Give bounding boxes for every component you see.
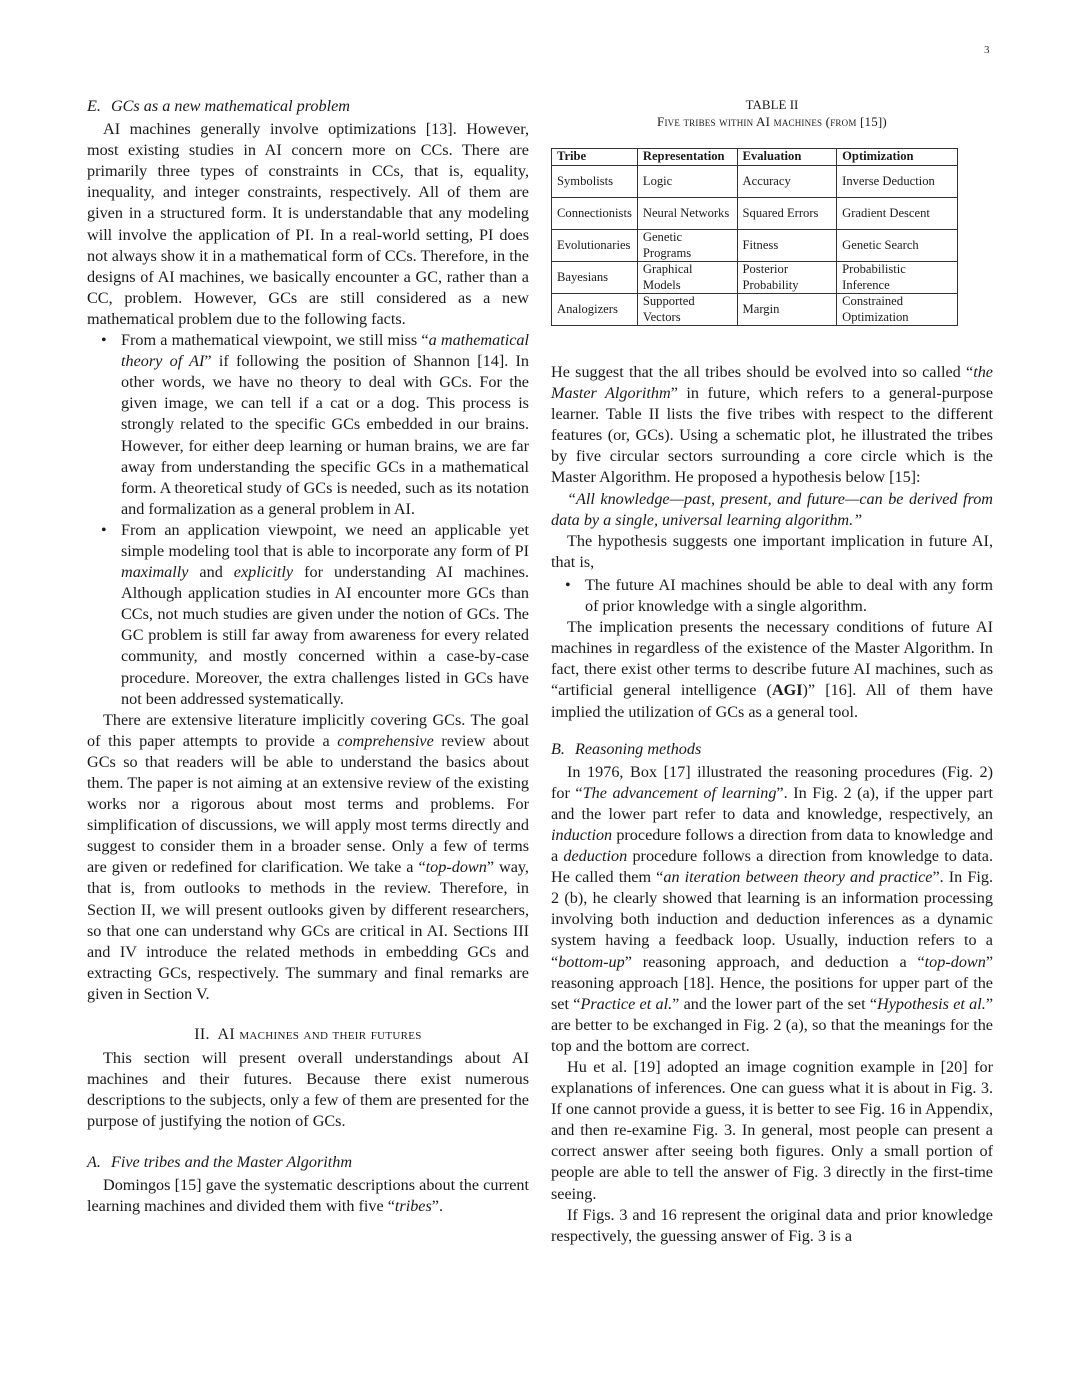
hypothesis-quote: “All knowledge—past, present, and future—can be derived from data by a single, universal learning algorithm.” [551, 489, 993, 529]
section-heading-ii: II. AI machines and their futures [194, 1026, 422, 1044]
table-label: TABLE II [745, 97, 799, 112]
tribes-table [551, 148, 958, 326]
bullet-list [551, 575, 993, 617]
paragraph: He suggest that the all tribes should be evolved into so called “the Master Algorithm” in future, which refers to a general-purpose learner. Table II lists the five tribes with respect to the different features (or, GCs). Using a schematic plot, he illustrated the tribes by five circular sectors surrounding a core circle which is the Master Algorithm. He proposed a hypothesis below [15]: [551, 363, 994, 487]
bullet-item: • From an application viewpoint, we need an applicable yet simple modeling tool that is able to incorporate any form of PI maximally and explicitly for understanding AI machines. Although application studies in AI encounter more GCs than CCs, not much studies are given under the notion of GCs. The GC problem is still far away from awareness for every related community, and mostly concerned within a case-by-case procedure. Moreover, the extra challenges listed in GCs have not been addressed systematically. [121, 520, 529, 710]
table-row [552, 294, 958, 326]
table-header-cell: Optimization [837, 149, 958, 166]
table-cell: Neural Networks [637, 198, 737, 230]
paragraph: Hu et al. [19] adopted an image cognition example in [20] for explanations of inferences. One can guess what it is about in Fig. 3. If one cannot provide a guess, it is better to see Fig. 16 in Appendix, and then re-examine Fig. 3. In general, most people can present a correct answer after seeing both figures. Only a small portion of people are able to tell the answer of Fig. 3 directly in the first-time seeing. [551, 1058, 993, 1203]
table-header-row [552, 149, 958, 166]
subsection-heading-b [551, 739, 993, 760]
paragraph: In 1976, Box [17] illustrated the reasoning procedures (Fig. 2) for “The advancement of learning”. In Fig. 2 (a), if the upper part and the lower part refer to data and knowledge, respectively, an induction procedure follows a direction from data to knowledge and a deduction procedure follows a direction from knowledge to data. He called them “an iteration between theory and practice”. In Fig. 2 (b), he clearly showed that learning is an information processing involving both induction and deduction inferences as a dynamic system having a feedback loop. Usually, induction refers to a “bottom-up” reasoning approach, and deduction a “top-down” reasoning approach [18]. Hence, the positions for upper part of the set “Practice et al.” and the lower part of the set “Hypothesis et al.” are better to be exchanged in Fig. 2 (a), so that the meanings for the top and the bottom are correct. [551, 762, 994, 1055]
page-number: 3 [984, 44, 990, 56]
table-cell: Margin [737, 294, 837, 326]
table-cell: Gradient Descent [837, 198, 958, 230]
table-cell: Constrained Optimization [837, 294, 958, 326]
table-row [552, 166, 958, 198]
left-column [87, 96, 529, 1217]
table-header-cell: Representation [637, 149, 737, 166]
table-cell: Accuracy [737, 166, 837, 198]
table-cell: Supported Vectors [637, 294, 737, 326]
paragraph: The implication presents the necessary conditions of future AI machines in regardless of the existence of the Master Algorithm. In fact, there exist other terms to describe future AI machines, such as “artificial general intelligence (AGI)” [16]. All of them have implied the utilization of GCs as a general tool. [551, 618, 993, 721]
table-cell: Evolutionaries [552, 230, 638, 262]
table-cell: Bayesians [552, 262, 638, 294]
paragraph: There are extensive literature implicitly covering GCs. The goal of this paper attempts to provide a comprehensive review about GCs so that readers will be able to understand the basics about them. The paper is not aiming at an extensive review of the existing works nor a rigorous about most terms and problems. For simplification of discussions, we will apply most terms directly and suggest to consider them in a broader sense. Only a few of terms are given or redefined for clarification. We take a “top-down” way, that is, from outlooks to methods in the review. Therefore, in Section II, we will present outlooks given by different researchers, so that one can understand why GCs are critical in AI. Sections III and IV introduce the related methods in embedding GCs and extracting GCs, respectively. The summary and final remarks are given in Section V. [87, 710, 530, 1003]
table-cell: Symbolists [552, 166, 638, 198]
subsection-label: E. [87, 97, 101, 115]
paragraph: The hypothesis suggests one important implication in future AI, that is, [551, 531, 993, 571]
subsection-label: B. [551, 739, 565, 758]
paragraph: AI machines generally involve optimizations [13]. However, most existing studies in AI concern more on CCs. There are primarily three types of constraints in CCs, that is, equality, inequality, and integer constraints, respectively. All of them are given in a structured form. It is understandable that any modeling will involve the application of PI. In a real-world setting, PI does not always show it in a mathematical form of CCs. Therefore, in the designs of AI machines, we basically encounter a GC, rather than a CC, problem. However, GCs are still considered as a new mathematical problem due to the following facts. [87, 120, 529, 328]
table-cell: Probabilistic Inference [837, 262, 958, 294]
table-cell: Graphical Models [637, 262, 737, 294]
table-cell: Fitness [737, 230, 837, 262]
table-cell: Analogizers [552, 294, 638, 326]
table-header-cell: Tribe [552, 149, 638, 166]
table-cell: Connectionists [552, 198, 638, 230]
paragraph: Domingos [15] gave the systematic descriptions about the current learning machines and divided them with five “tribes”. [87, 1175, 529, 1215]
subsection-heading-e [87, 96, 529, 117]
table-header-cell: Evaluation [737, 149, 837, 166]
subsection-title: Reasoning methods [574, 739, 702, 758]
table-row [552, 262, 958, 294]
table-cell: Posterior Probability [737, 262, 837, 294]
table-caption: Five tribes within AI machines (from [15]) [657, 114, 887, 129]
table-row [552, 198, 958, 230]
table-cell: Genetic Programs [637, 230, 737, 262]
table-cell: Genetic Search [837, 230, 958, 262]
subsection-title: GCs as a new mathematical problem [110, 97, 350, 115]
subsection-label: A. [87, 1152, 101, 1171]
table-cell: Inverse Deduction [837, 166, 958, 198]
bullet-item: • The future AI machines should be able to deal with any form of prior knowledge with a single algorithm. [585, 575, 993, 617]
table-row [552, 230, 958, 262]
subsection-title: Five tribes and the Master Algorithm [110, 1152, 353, 1171]
bullet-list [87, 330, 529, 710]
paragraph: This section will present overall understandings about AI machines and their futures. Because there exist numerous descriptions to the subjects, only a few of them are presented for the purpose of justifying the notion of GCs. [87, 1049, 529, 1131]
paragraph: If Figs. 3 and 16 represent the original data and prior knowledge respectively, the guessing answer of Fig. 3 is a [551, 1205, 993, 1245]
right-column [551, 96, 993, 1247]
subsection-heading-a [87, 1152, 529, 1173]
table-cell: Logic [637, 166, 737, 198]
table-cell: Squared Errors [737, 198, 837, 230]
bullet-item: • From a mathematical viewpoint, we still miss “a mathematical theory of AI” if following the position of Shannon [14]. In other words, we have no theory to deal with GCs. For the given image, we can tell if a cat or a dog. This process is strongly related to the specific GCs embedded in our brains. However, for either deep learning or human brains, we are far away from understanding the specific GCs in a mathematical form. A theoretical study of GCs is needed, such as its notation and formalization as a general problem in AI. [121, 330, 529, 520]
